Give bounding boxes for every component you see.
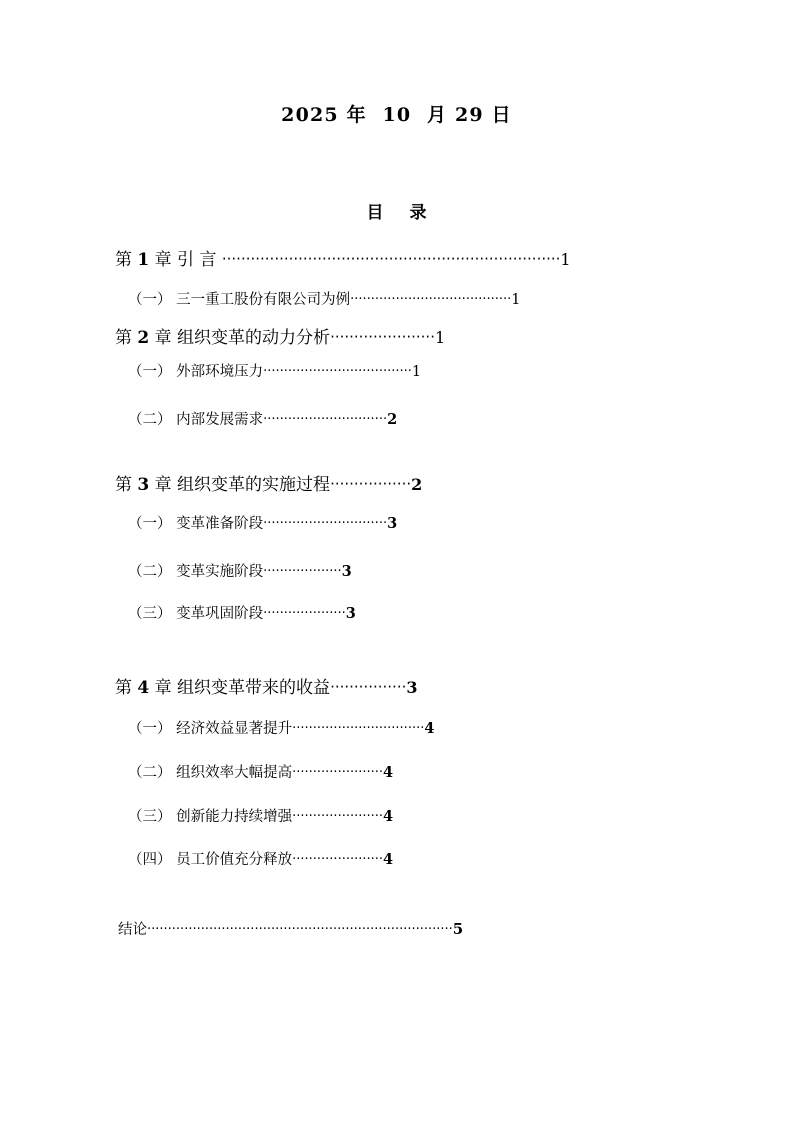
toc-dot-leader: ······················ — [292, 852, 384, 867]
toc-entry[interactable] — [0, 252, 571, 269]
toc-page-number: 3 — [341, 563, 352, 580]
toc-dot-leader: ······························ — [263, 516, 388, 531]
toc-page-number: 2 — [387, 411, 398, 428]
toc-dot-leader: ················ — [330, 678, 407, 696]
page-title: 目 录 — [366, 203, 437, 223]
toc-entry[interactable] — [0, 517, 397, 532]
toc-dot-leader: ···································· — [263, 364, 412, 379]
toc-entry-label: （一） 外部环境压力 — [128, 364, 264, 380]
toc-entry-label: （三） 创新能力持续增强 — [128, 809, 293, 825]
toc-chapter-number: 3 — [137, 475, 150, 495]
toc-page-number: 4 — [383, 851, 394, 868]
toc-entry-label — [115, 475, 330, 495]
toc-entry-label: （一） 变革准备阶段 — [128, 516, 264, 532]
toc-entry-label: （二） 组织效率大幅提高 — [128, 765, 293, 781]
toc-page-number: 3 — [345, 605, 356, 622]
toc-entry[interactable] — [0, 365, 421, 380]
toc-entry[interactable] — [0, 413, 397, 428]
toc-entry[interactable] — [0, 853, 393, 868]
toc-chapter-prefix: 第 — [115, 475, 138, 495]
toc-dot-leader: ······································································· — [221, 250, 561, 268]
toc-entry[interactable] — [0, 722, 434, 737]
toc-page-number: 4 — [424, 720, 435, 737]
toc-chapter-number: 4 — [137, 678, 150, 698]
toc-entry[interactable] — [0, 766, 393, 781]
toc-dot-leader: ······················ — [292, 765, 384, 780]
toc-entry-label: （二） 内部发展需求 — [128, 412, 264, 428]
document-date: 2025 年 10 月 29 日 — [281, 104, 512, 126]
toc-entry[interactable] — [0, 565, 352, 580]
toc-chapter-title: 章 引 言 — [149, 250, 222, 270]
toc-entry[interactable] — [0, 680, 418, 697]
toc-entry[interactable] — [0, 477, 422, 494]
toc-chapter-number: 2 — [137, 328, 150, 348]
toc-page-number: 1 — [411, 364, 422, 380]
toc-entry-label — [115, 250, 222, 270]
toc-page-number: 3 — [387, 515, 398, 532]
toc-chapter-title: 章 组织变革的动力分析 — [149, 328, 331, 348]
toc-dot-leader: ······································· — [350, 292, 512, 307]
toc-entry-label: （四） 员工价值充分释放 — [128, 852, 293, 868]
toc-entry-label: （三） 变革巩固阶段 — [128, 606, 264, 622]
toc-dot-leader: ···················· — [263, 606, 346, 621]
toc-dot-leader: ······················ — [292, 809, 384, 824]
toc-page-number: 4 — [383, 808, 394, 825]
toc-entry[interactable] — [0, 922, 463, 938]
toc-page-number: 4 — [383, 764, 394, 781]
toc-page-number: 3 — [406, 678, 418, 697]
toc-entry-label: （二） 变革实施阶段 — [128, 564, 264, 580]
toc-entry[interactable] — [0, 330, 445, 347]
toc-entry-label — [115, 328, 330, 348]
toc-entry-label — [115, 678, 330, 698]
toc-entry-label: （一） 经济效益显著提升 — [128, 721, 293, 737]
toc-page-number: 2 — [411, 475, 423, 494]
toc-entry[interactable] — [0, 810, 393, 825]
toc-chapter-title: 章 组织变革的实施过程 — [149, 475, 331, 495]
toc-chapter-prefix: 第 — [115, 678, 138, 698]
toc-page-number: 1 — [434, 328, 446, 347]
toc-chapter-number: 1 — [137, 250, 150, 270]
toc-entry-label: 结论 — [118, 922, 147, 938]
toc-entry-label: （一） 三一重工股份有限公司为例 — [128, 292, 351, 308]
toc-dot-leader: ················· — [330, 475, 412, 493]
toc-page-number: 1 — [511, 292, 521, 308]
toc-chapter-prefix: 第 — [115, 328, 138, 348]
toc-page-number: 1 — [560, 250, 571, 269]
toc-page-number: 5 — [452, 920, 464, 938]
toc-entry[interactable] — [0, 293, 521, 308]
toc-chapter-title: 章 组织变革带来的收益 — [149, 678, 331, 698]
toc-dot-leader: ································ — [292, 721, 425, 736]
toc-entry[interactable] — [0, 607, 356, 622]
toc-dot-leader: ······················ — [330, 328, 435, 346]
toc-chapter-prefix: 第 — [115, 250, 138, 270]
toc-dot-leader: ··················· — [263, 564, 342, 579]
toc-dot-leader: ······························ — [263, 412, 388, 427]
toc-dot-leader: ·········································································· — [147, 922, 453, 937]
